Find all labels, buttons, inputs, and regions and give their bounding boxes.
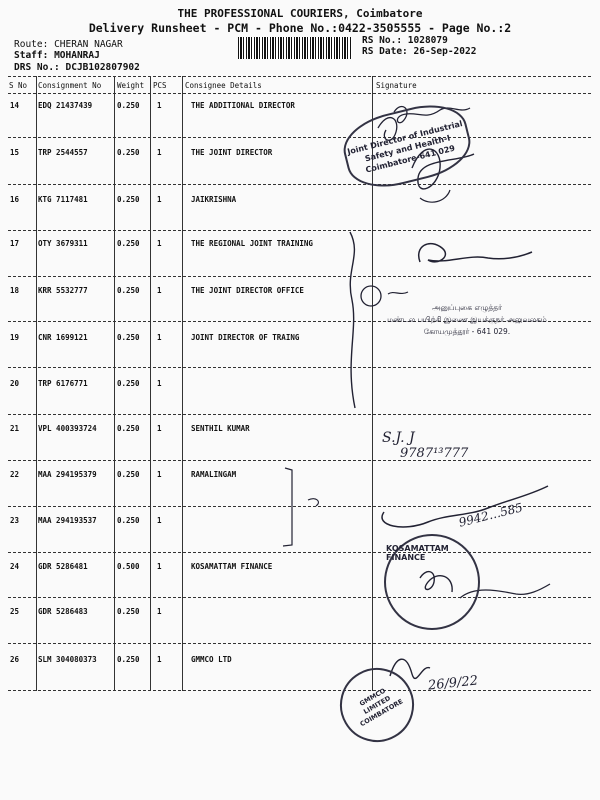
col-header-pcs: PCS [153,81,167,90]
col-header-consignee: Consignee Details [185,81,262,90]
cell-pcs: 1 [157,607,162,616]
cell-sno: 19 [10,333,20,342]
cell-weight: 0.500 [117,562,140,571]
cell-pcs: 1 [157,516,162,525]
cell-weight: 0.250 [117,607,140,616]
staff-value: MOHANRAJ [54,50,100,61]
rs-date-value: 26-Sep-2022 [413,46,477,57]
cell-consignment: KRR 5532777 [38,286,88,295]
cell-pcs: 1 [157,379,162,388]
cell-sno: 23 [10,516,20,525]
company-title: THE PROFESSIONAL COURIERS, Coimbatore [177,7,423,20]
cell-sno: 15 [10,148,20,157]
rs-no-label: RS No.: [362,35,403,46]
cell-consignee: THE JOINT DIRECTOR OFFICE [191,286,304,295]
col-header-weight: Weight [117,81,145,90]
route-label: Route: [14,39,49,50]
cell-consignee: RAMALINGAM [191,470,237,479]
cell-sno: 25 [10,607,20,616]
cell-consignment: GDR 5286481 [38,562,88,571]
handwritten-name: S.J. J [382,430,415,446]
cell-sno: 16 [10,195,20,204]
rs-date-label: RS Date: [362,46,408,57]
cell-weight: 0.250 [117,148,140,157]
stamp-line: அனுப்புகை எழுத்தர் [431,303,503,312]
cell-pcs: 1 [157,655,162,664]
cell-consignment: SLM 304080373 [38,655,97,664]
stamp-joint-director: Joint Director of Industrial Safety and Health-I Coimbatore-641 029 [337,96,477,196]
cell-sno: 21 [10,424,20,433]
col-header-consignment: Consignment No [38,81,102,90]
handwritten-phone: 9942…585 [457,500,525,530]
staff-label: Staff: [14,50,49,61]
stamp-training-office [382,302,552,338]
cell-weight: 0.250 [117,516,140,525]
cell-pcs: 1 [157,195,162,204]
cell-weight: 0.250 [117,424,140,433]
cell-consignment: GDR 5286483 [38,607,88,616]
cell-consignment: OTY 3679311 [38,239,88,248]
cell-pcs: 1 [157,101,162,110]
stamp-gmmco: GMMCO LIMITED COIMBATORE [326,654,427,755]
cell-sno: 22 [10,470,20,479]
cell-weight: 0.250 [117,333,140,342]
rs-no-value: 1028079 [407,35,448,46]
cell-consignment: KTG 7117481 [38,195,88,204]
cell-consignee: THE REGIONAL JOINT TRAINING [191,239,313,248]
cell-weight: 0.250 [117,101,140,110]
cell-consignee: SENTHIL KUMAR [191,424,250,433]
cell-pcs: 1 [157,424,162,433]
cell-consignee: JAIKRISHNA [191,195,237,204]
route-value: CHERAN NAGAR [54,39,123,50]
cell-sno: 20 [10,379,20,388]
cell-weight: 0.250 [117,470,140,479]
cell-sno: 17 [10,239,20,248]
cell-consignee: JOINT DIRECTOR OF TRAING [191,333,300,342]
cell-consignee: GMMCO LTD [191,655,232,664]
cell-weight: 0.250 [117,195,140,204]
runsheet-title: Delivery Runsheet - PCM - Phone No.:0422-3505555 - Page No.:2 [88,21,512,35]
cell-pcs: 1 [157,148,162,157]
cell-pcs: 1 [157,239,162,248]
cell-consignment: VPL 400393724 [38,424,97,433]
cell-sno: 18 [10,286,20,295]
cell-consignee: KOSAMATTAM FINANCE [191,562,273,571]
cell-pcs: 1 [157,333,162,342]
cell-consignment: MAA 294195379 [38,470,97,479]
cell-weight: 0.250 [117,379,140,388]
cell-consignee: THE JOINT DIRECTOR [191,148,273,157]
stamp-kosamattam: KOSAMATTAM FINANCE [384,534,480,630]
cell-consignment: MAA 294193537 [38,516,97,525]
cell-weight: 0.250 [117,239,140,248]
cell-consignee: THE ADDITIONAL DIRECTOR [191,101,295,110]
cell-sno: 24 [10,562,20,571]
cell-consignment: EDQ 21437439 [38,101,93,110]
cell-weight: 0.250 [117,286,140,295]
cell-pcs: 1 [157,562,162,571]
cell-pcs: 1 [157,286,162,295]
cell-consignment: TRP 6176771 [38,379,88,388]
col-header-signature: Signature [376,81,417,90]
cell-pcs: 1 [157,470,162,479]
cell-sno: 14 [10,101,20,110]
handwritten-date: 26/9/22 [427,673,479,694]
stamp-line: மண்டல பயிற்சி இணை இயக்குநர் அலுவலகம் [387,315,547,324]
cell-consignment: CNR 1699121 [38,333,88,342]
stamp-line: கோயமுத்தூர் - 641 029. [423,327,511,336]
cell-consignment: TRP 2544557 [38,148,88,157]
cell-weight: 0.250 [117,655,140,664]
drs-value: DCJB102807902 [65,62,140,73]
col-header-sno: S No [9,81,28,90]
handwritten-phone: 9787¹³777 [400,446,469,461]
drs-label: DRS No.: [14,62,60,73]
cell-sno: 26 [10,655,20,664]
